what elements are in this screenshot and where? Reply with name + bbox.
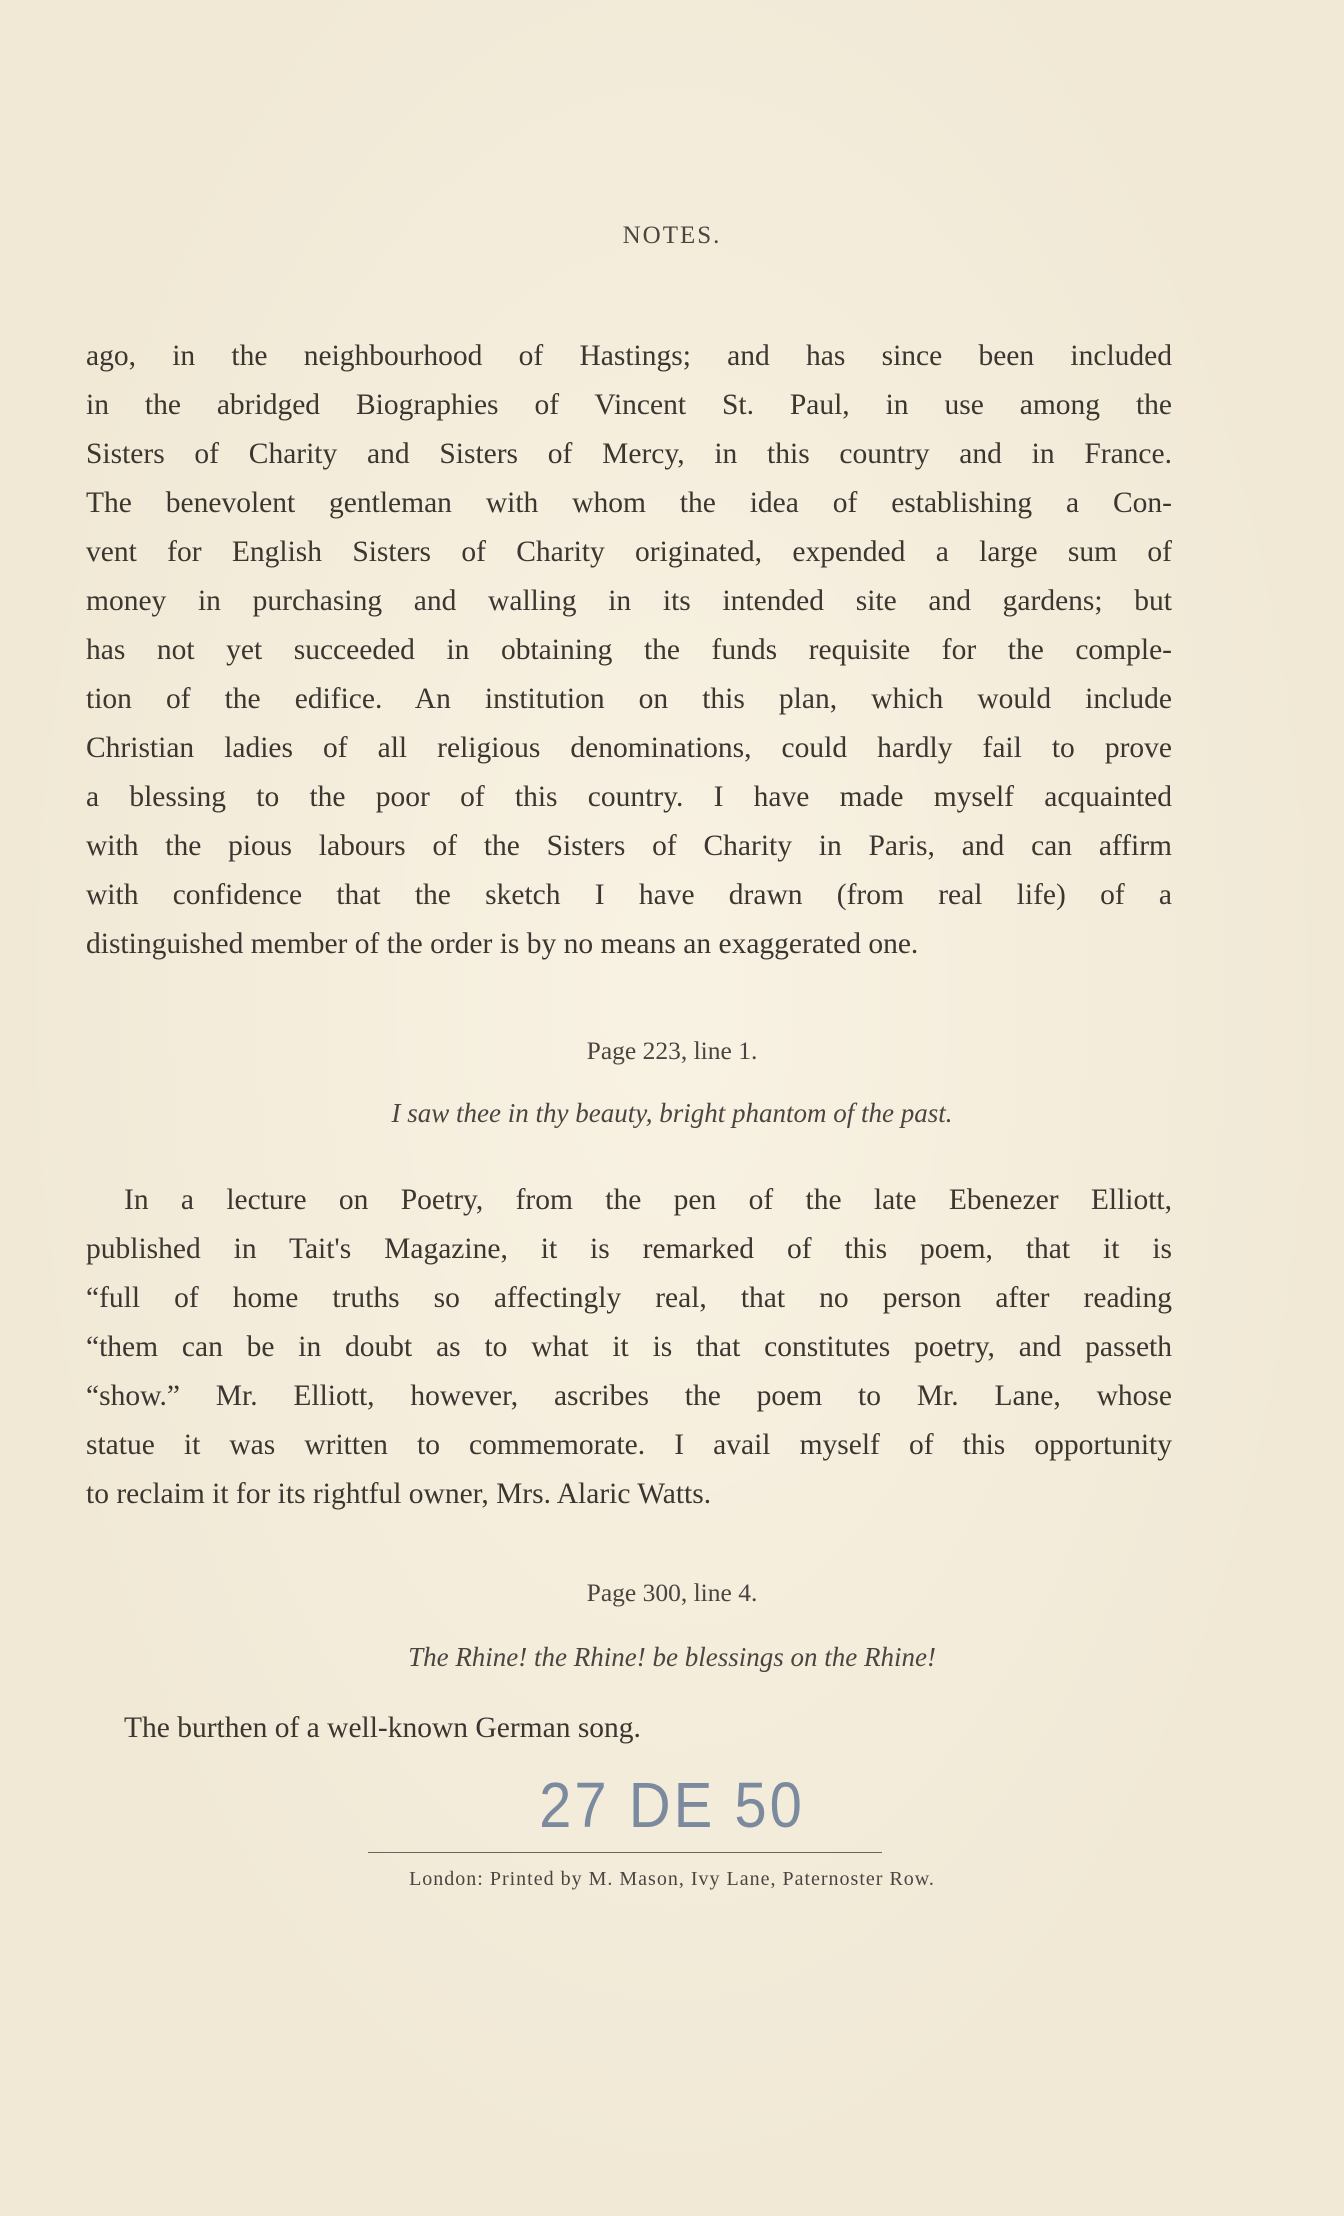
date-stamp: 27 DE 50 [539,1769,805,1842]
text-line: The benevolent gentleman with whom the idea of establishing a Con- [86,487,1172,519]
text-line: has not yet succeeded in obtaining the funds requisite for the comple- [86,634,1172,666]
printer-imprint: London: Printed by M. Mason, Ivy Lane, Paternoster Row. [409,1868,935,1890]
running-head: NOTES. [622,222,722,249]
note-paragraph-2 [86,1176,1172,1519]
text-line: to reclaim it for its rightful owner, Mrs. Alaric Watts. [86,1478,712,1510]
text-line: in the abridged Biographies of Vincent St. Paul, in use among the [86,389,1172,421]
text-line: ago, in the neighbourhood of Hastings; and has since been included [86,340,1172,372]
text-line: with the pious labours of the Sisters of Charity in Paris, and can affirm [86,830,1172,862]
note-quote-page-223: I saw thee in thy beauty, bright phantom of the past. [391,1098,953,1128]
text-line: distinguished member of the order is by no means an exaggerated one. [86,928,919,960]
text-line: a blessing to the poor of this country. I have made myself acquainted [86,781,1172,813]
text-line: published in Tait's Magazine, it is remarked of this poem, that it is [86,1233,1172,1265]
note-quote-page-300: The Rhine! the Rhine! be blessings on the Rhine! [408,1642,936,1672]
text-line: statue it was written to commemorate. I avail myself of this opportunity [86,1429,1172,1461]
note-heading-page-223: Page 223, line 1. [586,1036,758,1065]
text-line: “show.” Mr. Elliott, however, ascribes the poem to Mr. Lane, whose [86,1380,1172,1412]
note-paragraph-3 [86,1704,1172,1753]
text-line: vent for English Sisters of Charity originated, expended a large sum of [86,536,1172,568]
text-line: In a lecture on Poetry, from the pen of the late Ebenezer Elliott, [124,1184,1172,1216]
text-line: The burthen of a well-known German song. [124,1712,641,1744]
text-line: Christian ladies of all religious denominations, could hardly fail to prove [86,732,1172,764]
text-line: tion of the edifice. An institution on this plan, which would include [86,683,1172,715]
text-line: money in purchasing and walling in its intended site and gardens; but [86,585,1172,617]
note-heading-page-300: Page 300, line 4. [586,1578,758,1607]
text-line: with confidence that the sketch I have drawn (from real life) of a [86,879,1172,911]
note-paragraph-1 [86,332,1172,969]
text-line: “them can be in doubt as to what it is that constitutes poetry, and passeth [86,1331,1172,1363]
text-line: “full of home truths so affectingly real, that no person after reading [86,1282,1172,1314]
imprint-rule [368,1852,882,1853]
text-line: Sisters of Charity and Sisters of Mercy, in this country and in France. [86,438,1172,470]
